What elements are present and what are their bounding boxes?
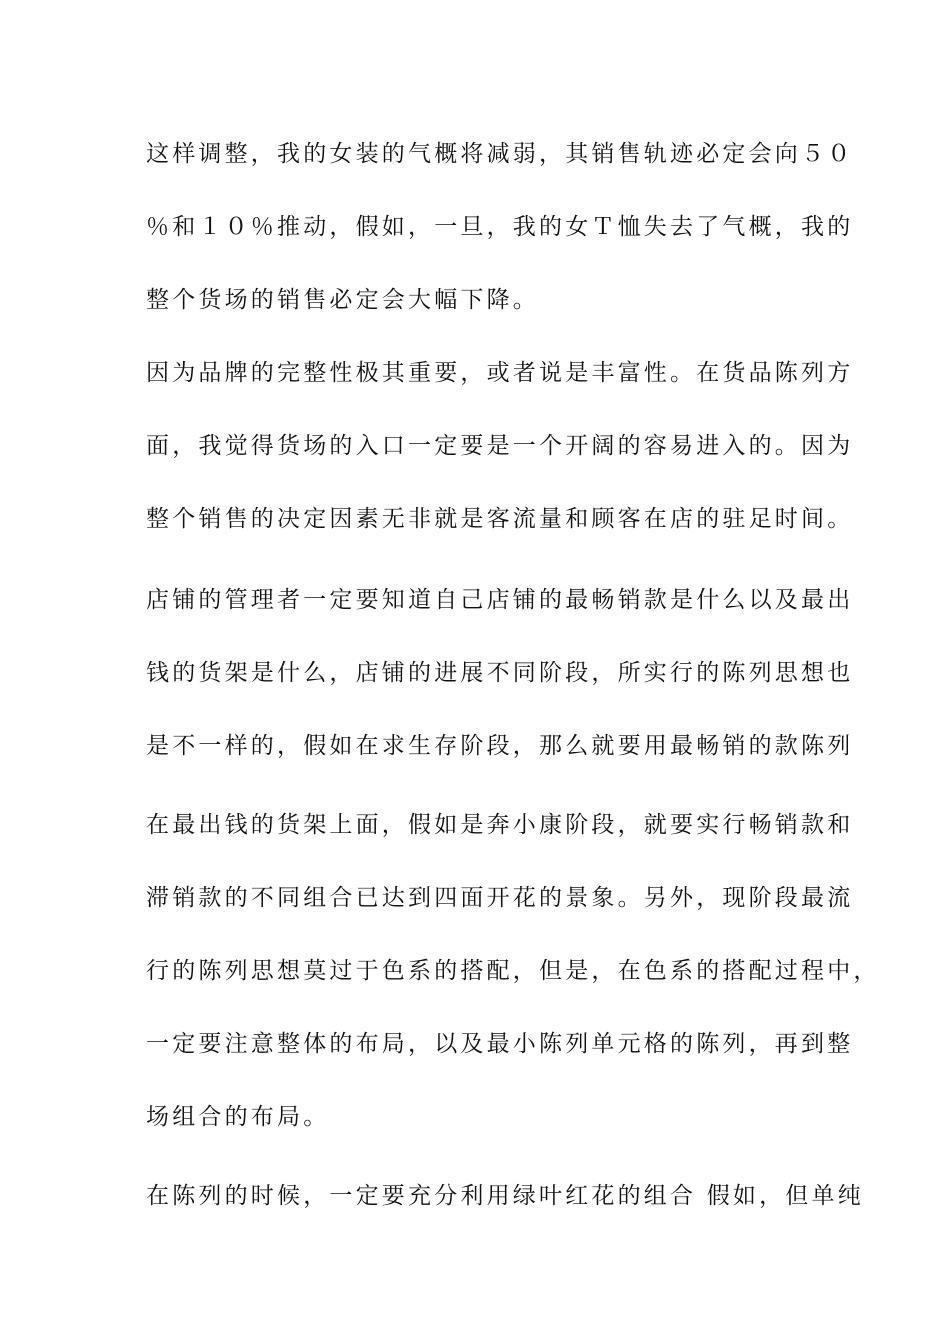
- text-line: 在陈列的时候，一定要充分利用绿叶红花的组合 假如，但单纯: [146, 1183, 864, 1209]
- text-line: 滞销款的不同组合已达到四面开花的景象。另外，现阶段最流: [146, 885, 854, 911]
- text-line: 在最出钱的货架上面，假如是奔小康阶段，就要实行畅销款和: [146, 812, 854, 838]
- text-line: 行的陈列思想莫过于色系的搭配，但是，在色系的搭配过程中，: [146, 958, 880, 984]
- text-line: 一定要注意整体的布局，以及最小陈列单元格的陈列，再到整: [146, 1031, 854, 1057]
- text-line: 面，我觉得货场的入口一定要是一个开阔的容易进入的。因为: [146, 433, 854, 459]
- text-line: 钱的货架是什么，店铺的进展不同阶段，所实行的陈列思想也: [146, 660, 854, 686]
- text-line: 场组合的布局。: [146, 1104, 330, 1130]
- text-line: 整个货场的销售必定会大幅下降。: [146, 287, 539, 313]
- text-line: 店铺的管理者一定要知道自己店铺的最畅销款是什么以及最出: [146, 587, 854, 613]
- text-line: ％和１０％推动，假如，一旦，我的女Ｔ恤失去了气概，我的: [146, 214, 854, 240]
- text-line: 整个销售的决定因素无非就是客流量和顾客在店的驻足时间。: [146, 506, 854, 532]
- text-line: 因为品牌的完整性极其重要，或者说是丰富性。在货品陈列方: [146, 360, 854, 386]
- text-line: 是不一样的，假如在求生存阶段，那么就要用最畅销的款陈列: [146, 733, 854, 759]
- text-line: 这样调整，我的女装的气概将减弱，其销售轨迹必定会向５０: [146, 141, 854, 167]
